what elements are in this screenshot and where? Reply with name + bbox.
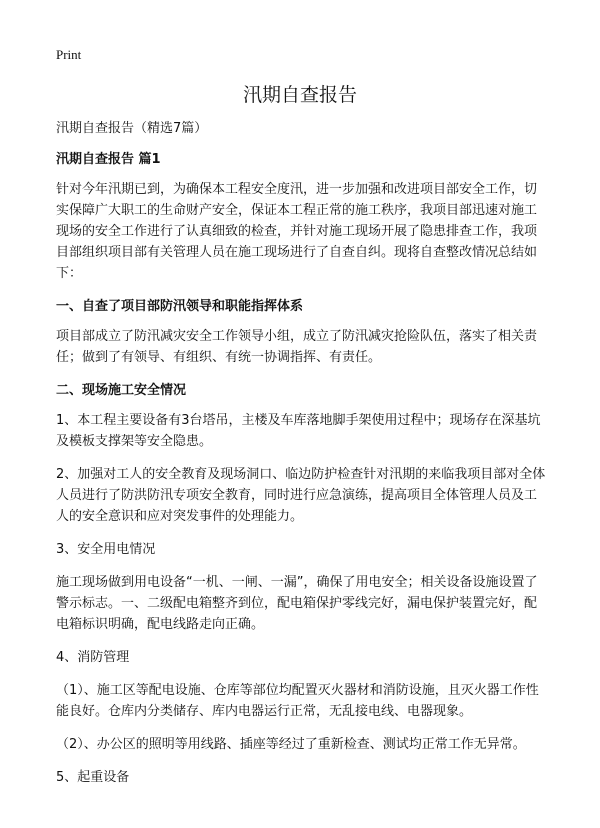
item4-sub1-paragraph: （1）、施工区等配电设施、仓库等部位均配置灭火器材和消防设施，且灭火器工作性能良好。仓库内分类储存、库内电器运行正常，无乱接电线、电器现象。 bbox=[56, 683, 539, 719]
item3-heading: 3、安全用电情况 bbox=[56, 542, 156, 557]
article-body bbox=[56, 118, 548, 800]
page-title: 汛期自查报告 bbox=[242, 84, 357, 106]
intro-paragraph: 针对今年汛期已到，为确保本工程安全度汛，进一步加强和改进项目部安全工作，切实保障广大职工的生命财产安全，保证本工程正常的施工秩序，我项目部迅速对施工现场的安全工作进行了认真细致的检查，并针对施工现场开展了隐患排查工作，我项目部组织项目部有关管理人员在施工现场进行了自查自纠。现将自查整改情况总结如下： bbox=[56, 182, 538, 281]
article-heading: 汛期自查报告 篇1 bbox=[56, 152, 161, 167]
section1-paragraph: 项目部成立了防汛减灾安全工作领导小组，成立了防汛减灾抢险队伍，落实了相关责任；做到了有领导、有组织、有统一协调指挥、有责任。 bbox=[56, 329, 538, 365]
item4-heading: 4、消防管理 bbox=[56, 650, 130, 665]
item3-paragraph: 施工现场做到用电设备“一机、一闸、一漏”，确保了用电安全；相关设备设施设置了警示标志。一、二级配电箱整齐到位，配电箱保护零线完好，漏电保护装置完好，配电箱标识明确，配电线路走向正确。 bbox=[56, 575, 538, 632]
item2-paragraph: 2、加强对工人的安全教育及现场洞口、临边防护检查针对汛期的来临我项目部对全体人员进行了防洪防汛专项安全教育，同时进行应急演练，提高项目全体管理人员及工人的安全意识和应对突发事件的处理能力。 bbox=[56, 467, 546, 524]
item4-sub2-paragraph: （2）、办公区的照明等用线路、插座等经过了重新检查、测试均正常工作无异常。 bbox=[56, 737, 526, 752]
article-subtitle: 汛期自查报告（精选7篇） bbox=[56, 121, 208, 136]
section1-heading: 一、自查了项目部防汛领导和职能指挥体系 bbox=[56, 299, 304, 314]
item1-paragraph: 1、本工程主要设备有3台塔吊，主楼及车库落地脚手架使用过程中；现场存在深基坑及模板支撑架等安全隐患。 bbox=[56, 413, 541, 449]
item5-heading: 5、起重设备 bbox=[56, 770, 130, 785]
section2-heading: 二、现场施工安全情况 bbox=[56, 383, 187, 398]
print-link[interactable]: Print bbox=[56, 47, 82, 62]
